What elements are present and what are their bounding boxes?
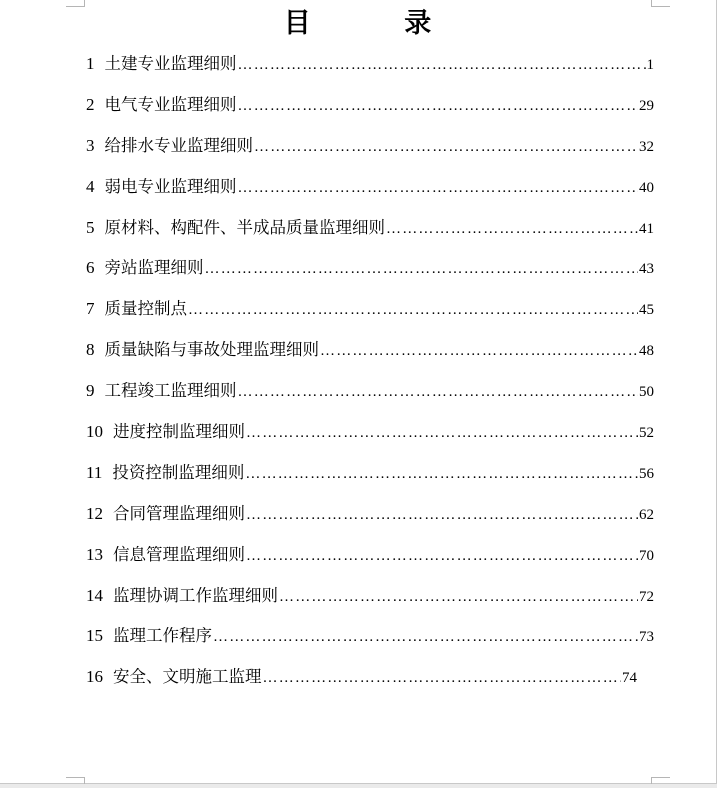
toc-number: 4 <box>86 176 95 196</box>
toc-page-number: 43 <box>639 261 654 278</box>
toc-label: 质量缺陷与事故处理监理细则 <box>104 340 319 360</box>
toc-page-number: 52 <box>639 425 654 442</box>
toc-leader <box>253 132 638 162</box>
toc-entry <box>86 213 654 254</box>
toc-entry <box>86 131 654 172</box>
toc-leader <box>278 582 638 612</box>
toc-page-number: 62 <box>639 506 654 523</box>
toc-page-number: 50 <box>639 384 654 401</box>
toc-page-number: 70 <box>639 547 654 564</box>
toc-page-number: 29 <box>639 97 654 114</box>
toc-number: 15 <box>86 626 103 646</box>
toc-entry <box>86 662 637 703</box>
toc-label: 信息管理监理细则 <box>113 544 245 564</box>
toc-page-number: 32 <box>639 138 654 155</box>
toc-label: 弱电专业监理细则 <box>104 176 237 196</box>
toc-entry <box>86 540 654 581</box>
toc-label: 电气专业监理细则 <box>104 94 237 114</box>
toc-label: 安全、文明施工监理 <box>113 667 262 687</box>
toc-label: 进度控制监理细则 <box>113 422 245 442</box>
toc-label: 合同管理监理细则 <box>113 503 245 523</box>
toc-label: 旁站监理细则 <box>104 258 204 278</box>
toc-number: 9 <box>86 381 95 401</box>
toc-number: 14 <box>86 585 103 605</box>
toc-leader <box>187 295 638 325</box>
toc-label: 土建专业监理细则 <box>104 54 237 73</box>
toc-page-number: 41 <box>639 220 654 237</box>
toc-number: 1 <box>86 54 95 73</box>
toc-leader <box>244 459 638 489</box>
toc-label: 投资控制监理细则 <box>112 462 245 482</box>
toc-label: 监理工作程序 <box>113 626 212 646</box>
toc-label: 监理协调工作监理细则 <box>113 585 278 605</box>
toc-leader <box>237 173 639 203</box>
toc-leader <box>237 50 646 80</box>
toc-leader <box>237 91 639 121</box>
toc-leader <box>237 377 639 407</box>
toc-label: 给排水专业监理细则 <box>104 135 253 155</box>
toc-entry <box>86 253 654 294</box>
page-corner-mark <box>651 777 670 784</box>
toc-page-number: 74 <box>622 670 637 687</box>
toc-entry <box>86 172 654 213</box>
toc-leader <box>245 541 638 571</box>
toc-page-number: 45 <box>639 302 654 319</box>
page-corner-mark <box>66 777 85 784</box>
toc-leader <box>319 336 638 366</box>
toc-leader <box>245 418 638 448</box>
toc-number: 3 <box>86 135 95 155</box>
toc-number: 8 <box>86 340 95 360</box>
toc-page-number: 72 <box>639 588 654 605</box>
toc-entry <box>86 90 654 131</box>
toc-page-number: 56 <box>639 465 654 482</box>
toc-leader <box>262 663 622 693</box>
toc-leader <box>385 214 638 244</box>
toc-page-number: 1 <box>646 57 654 73</box>
toc-number: 10 <box>86 422 103 442</box>
toc-entry <box>86 49 654 90</box>
toc-number: 12 <box>86 503 103 523</box>
toc-number: 2 <box>86 94 95 114</box>
toc-page-number: 40 <box>639 179 654 196</box>
toc-entry <box>86 621 654 662</box>
toc-leader <box>204 254 639 284</box>
toc-number: 7 <box>86 299 95 319</box>
table-of-contents <box>86 49 654 703</box>
toc-leader <box>212 622 638 652</box>
toc-entry <box>86 499 654 540</box>
toc-entry <box>86 294 654 335</box>
toc-label: 质量控制点 <box>104 299 187 319</box>
toc-entry <box>86 458 654 499</box>
toc-entry <box>86 335 654 376</box>
toc-entry <box>86 417 654 458</box>
toc-number: 11 <box>86 462 103 482</box>
toc-entry <box>86 581 654 622</box>
toc-entry <box>86 376 654 417</box>
toc-number: 6 <box>86 258 95 278</box>
toc-leader <box>245 500 638 530</box>
toc-number: 13 <box>86 544 103 564</box>
toc-page-number: 48 <box>639 343 654 360</box>
toc-label: 原材料、构配件、半成品质量监理细则 <box>104 217 385 237</box>
page-title: 目 录 <box>283 8 474 39</box>
toc-number: 16 <box>86 667 103 687</box>
toc-label: 工程竣工监理细则 <box>104 381 237 401</box>
toc-page-number: 73 <box>639 629 654 646</box>
toc-number: 5 <box>86 217 95 237</box>
